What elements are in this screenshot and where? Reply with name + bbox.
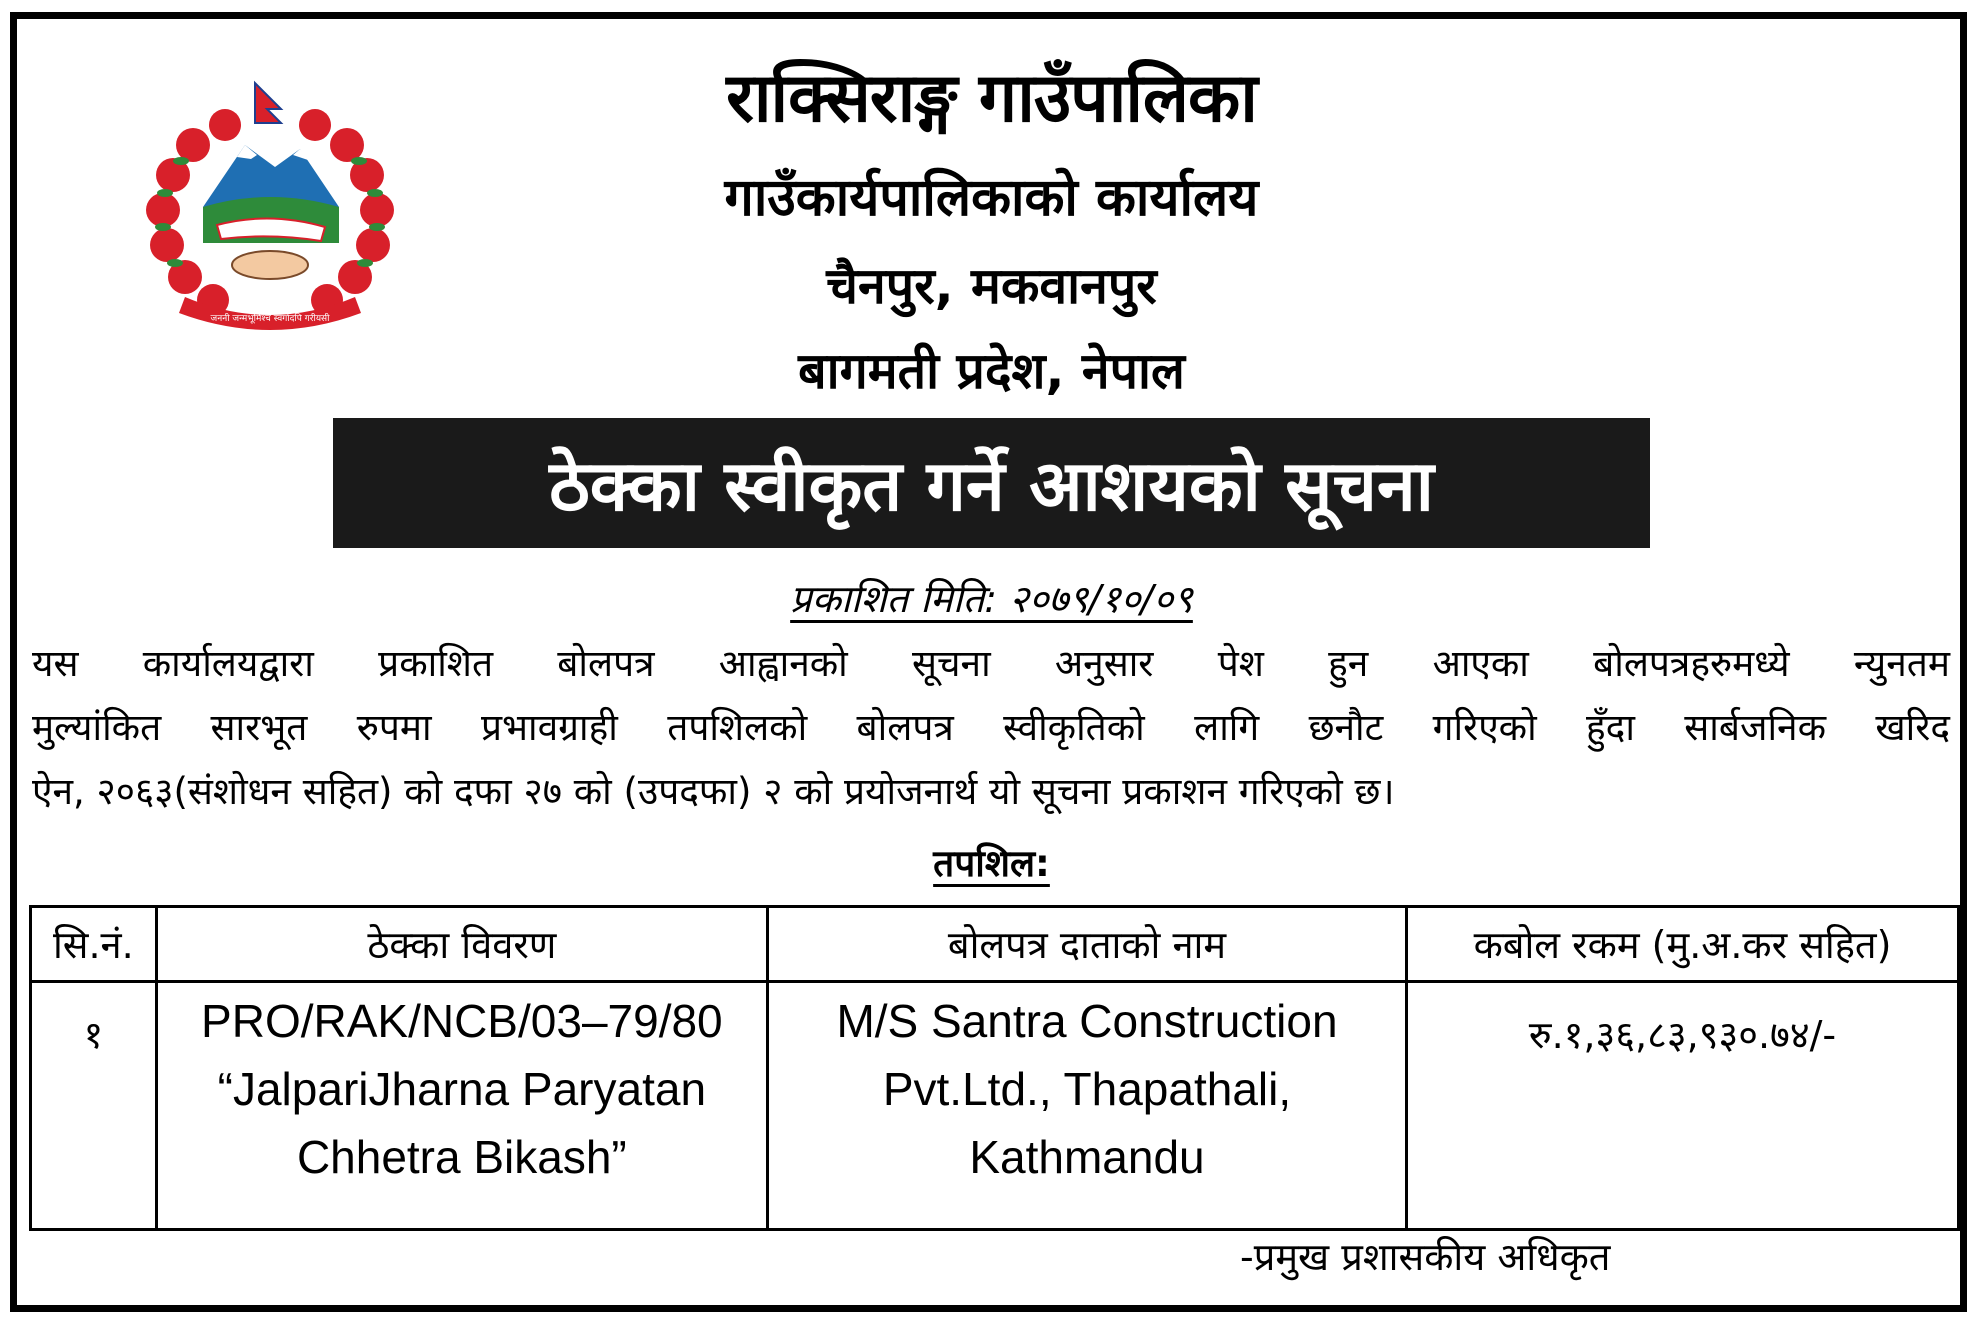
cell-sn: १ [31, 982, 157, 1230]
column-header-contract: ठेक्का विवरण [156, 907, 767, 982]
svg-text:जननी जन्मभूमिश्च स्वर्गादपि गर: जननी जन्मभूमिश्च स्वर्गादपि गरीयसी [210, 314, 330, 324]
province-country: बागमती प्रदेश, नेपाल [798, 342, 1185, 400]
contract-table [29, 905, 1960, 1231]
municipality-name: राक्सिराङ्ग गाउँपालिका [726, 59, 1257, 138]
cell-bidder [768, 982, 1407, 1230]
bidder-line-3: Kathmandu [969, 1131, 1205, 1183]
contract-line-3: Chhetra Bikash” [296, 1131, 627, 1183]
column-header-sn: सि.नं. [31, 907, 157, 982]
column-header-bidder: बोलपत्र दाताको नाम [768, 907, 1407, 982]
office-address: चैनपुर, मकवानपुर [826, 257, 1157, 315]
bidder-line-1: M/S Santra Construction [836, 995, 1338, 1047]
contract-line-2: “JalpariJharna Paryatan [217, 1063, 707, 1115]
office-name: गाउँकार्यपालिकाको कार्यालय [724, 168, 1259, 228]
body-line-3: ऐन, २०६३(संशोधन सहित) को दफा २७ को (उपदफा) २ को प्रयोजनार्थ यो सूचना प्रकाशन गरिएको छ। [32, 770, 1395, 813]
notice-body [32, 632, 1950, 824]
cell-contract [156, 982, 767, 1230]
body-line-2: मुल्यांकित सारभूत रुपमा प्रभावग्राही तपशिलको बोलपत्र स्वीकृतिको लागि छनौट गरिएको हुँदा सार्बजनिक खरिद [32, 706, 1950, 749]
body-line-1: यस कार्यालयद्वारा प्रकाशित बोलपत्र आह्वानको सूचना अनुसार पेश हुन आएका बोलपत्रहरुमध्ये न्युनतम [32, 642, 1950, 685]
table-row [31, 982, 1959, 1230]
signatory-title: -प्रमुख प्रशासकीय अधिकृत [1240, 1235, 1611, 1279]
published-date [0, 572, 1983, 624]
table-header-row [31, 907, 1959, 982]
published-date-text: प्रकाशित मिति: २०७९/१०/०९ [790, 577, 1193, 621]
notice-title-banner [333, 418, 1650, 548]
bidder-line-2: Pvt.Ltd., Thapathali, [882, 1063, 1292, 1115]
column-header-amount: कबोल रकम (मु.अ.कर सहित) [1406, 907, 1958, 982]
schedule-heading [0, 836, 1983, 887]
notice-title: ठेक्का स्वीकृत गर्ने आशयको सूचना [549, 445, 1434, 527]
cell-amount: रु.१,३६,८३,९३०.७४/- [1406, 982, 1958, 1230]
contract-line-1: PRO/RAK/NCB/03–79/80 [201, 995, 723, 1047]
schedule-heading-text: तपशिल: [933, 842, 1050, 885]
